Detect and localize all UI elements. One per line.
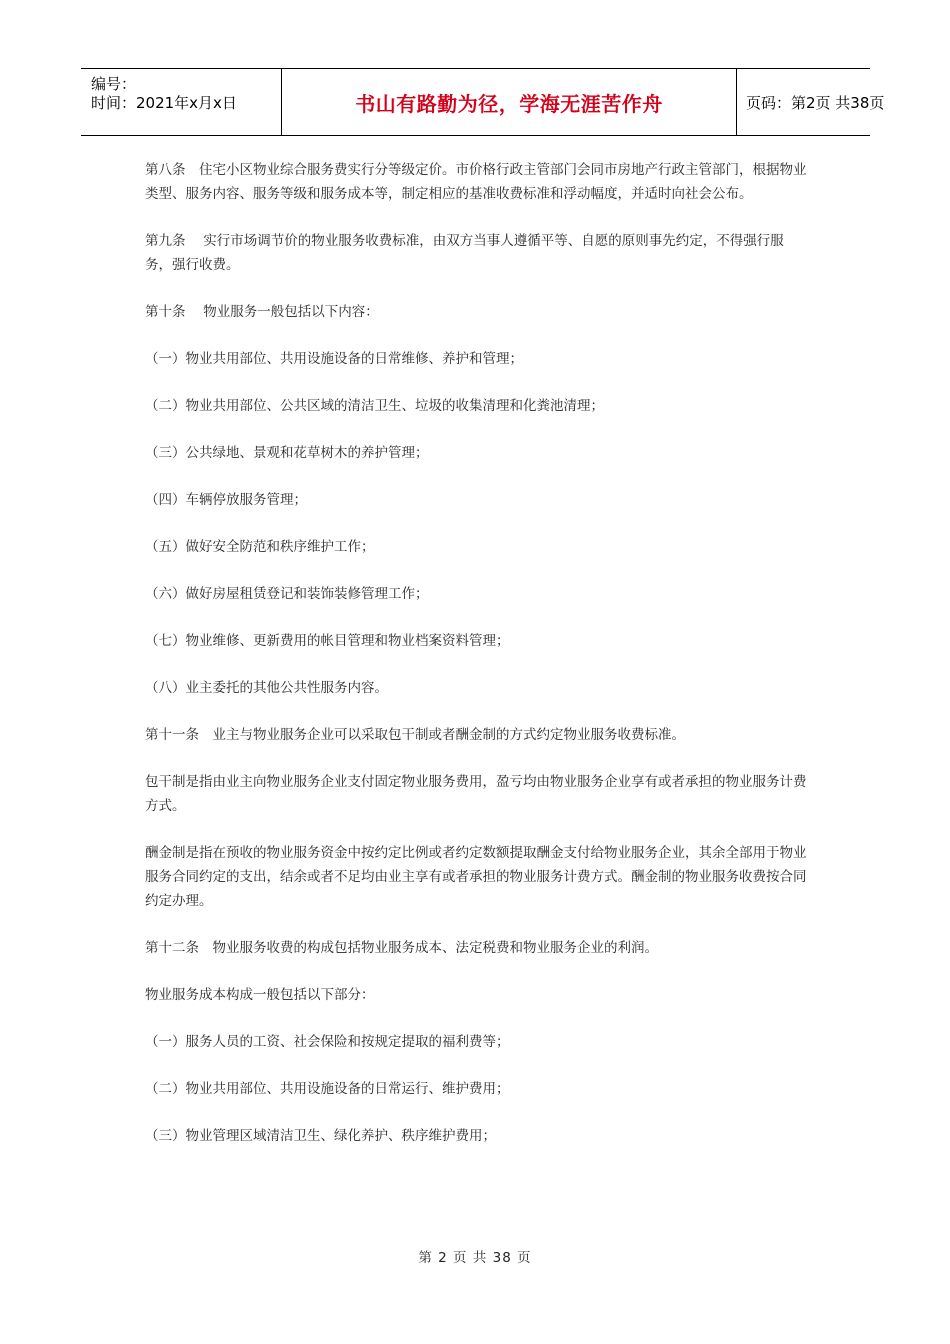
list-item: （八）业主委托的其他公共性服务内容。 (145, 680, 388, 696)
list-item: （一）物业共用部位、共用设施设备的日常维修、养护和管理； (145, 351, 523, 367)
page-header (81, 68, 885, 136)
list-item: （七）物业维修、更新费用的帐目管理和物业档案资料管理； (145, 633, 510, 649)
document-body (145, 158, 810, 1171)
article-10-paragraph: 第十条 物业服务一般包括以下内容： (145, 304, 379, 320)
header-motto: 书山有路勤为径，学海无涯苦作舟 (282, 69, 737, 135)
article-11-paragraph: 第十一条 业主与物业服务企业可以采取包干制或者酬金制的方式约定物业服务收费标准。 (145, 727, 685, 743)
document-time-label: 时间：2021年x月x日 (91, 94, 237, 112)
list-item: （二）物业共用部位、共用设施设备的日常运行、维护费用； (145, 1081, 510, 1097)
list-item: （三）公共绿地、景观和花草树木的养护管理； (145, 445, 429, 461)
list-item: （二）物业共用部位、公共区域的清洁卫生、垃圾的收集清理和化粪池清理； (145, 398, 604, 414)
list-item: （一）服务人员的工资、社会保险和按规定提取的福利费等； (145, 1034, 510, 1050)
page-footer: 第 2 页 共 38 页 (418, 1250, 532, 1266)
cost-composition-intro: 物业服务成本构成一般包括以下部分： (145, 987, 375, 1003)
list-item: （五）做好安全防范和秩序维护工作； (145, 539, 375, 555)
article-9-paragraph: 第九条 实行市场调节价的物业服务收费标准，由双方当事人遵循平等、自愿的原则事先约定，不得强行服务，强行收费。 (145, 233, 784, 273)
list-item: （三）物业管理区域清洁卫生、绿化养护、秩序维护费用； (145, 1128, 496, 1144)
list-item: （六）做好房屋租赁登记和装饰装修管理工作； (145, 586, 429, 602)
list-item: （四）车辆停放服务管理； (145, 492, 307, 508)
article-8-paragraph: 第八条 住宅小区物业综合服务费实行分等级定价。市价格行政主管部门会同市房地产行政主管部门，根据物业类型、服务内容、服务等级和服务成本等，制定相应的基准收费标准和浮动幅度，并适时向社会公布。 (145, 162, 807, 202)
article-12-paragraph: 第十二条 物业服务收费的构成包括物业服务成本、法定税费和物业服务企业的利润。 (145, 940, 658, 956)
lump-sum-definition-paragraph: 包干制是指由业主向物业服务企业支付固定物业服务费用，盈亏均由物业服务企业享有或者承担的物业服务计费方式。 (145, 774, 807, 814)
header-page-info: 页码：第2页 共38页 (746, 93, 885, 112)
document-number-label: 编号： (91, 75, 137, 93)
header-meta-cell (81, 69, 282, 135)
commission-definition-paragraph: 酬金制是指在预收的物业服务资金中按约定比例或者约定数额提取酬金支付给物业服务企业，其余全部用于物业服务合同约定的支出，结余或者不足均由业主享有或者承担的物业服务计费方式。酬金制的物业服务收费按合同约定办理。 (145, 845, 807, 909)
